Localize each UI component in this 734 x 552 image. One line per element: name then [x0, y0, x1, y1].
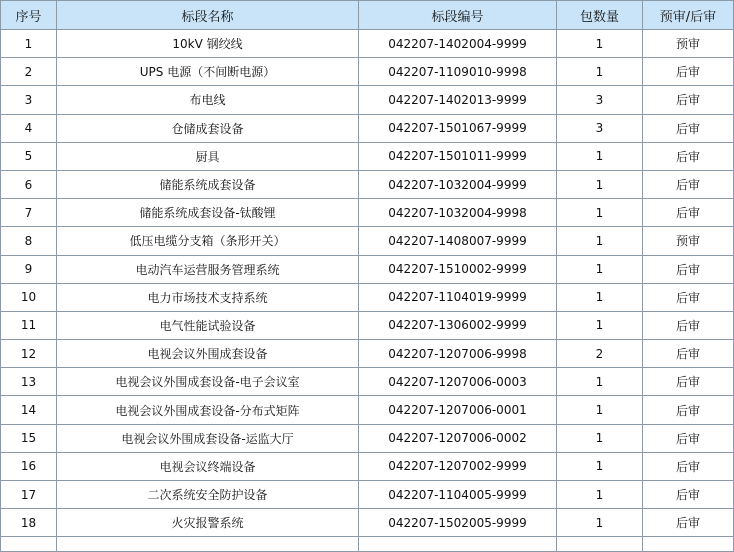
cell-section-code: 042207-1510002-9999 [359, 255, 557, 283]
cell-review-type: 后审 [643, 283, 734, 311]
cell-package-count: 1 [557, 509, 643, 537]
cell-section-name: UPS 电源（不间断电源） [57, 58, 359, 86]
cell-section-name: 二次系统安全防护设备 [57, 481, 359, 509]
header-package-count: 包数量 [557, 1, 643, 30]
cell-section-name: 低压电缆分支箱（条形开关） [57, 227, 359, 255]
cell-review-type: 后审 [643, 142, 734, 170]
cell-review-type: 后审 [643, 311, 734, 339]
cell-index: 13 [1, 368, 57, 396]
table-row [1, 452, 734, 480]
table-row [1, 396, 734, 424]
cell-index: 5 [1, 142, 57, 170]
cell-section-code: 042207-1109010-9998 [359, 58, 557, 86]
table-row [1, 255, 734, 283]
cell-section-code: 042207-1207002-9999 [359, 452, 557, 480]
table-row [1, 509, 734, 537]
cell-section-code: 042207-1501011-9999 [359, 142, 557, 170]
table-row [1, 368, 734, 396]
cell-section-code: 042207-1207006-0003 [359, 368, 557, 396]
cell-section-name: 储能系统成套设备-钛酸锂 [57, 199, 359, 227]
cell-section-name: 电力市场技术支持系统 [57, 283, 359, 311]
cell-section-code: 042207-1207006-9998 [359, 340, 557, 368]
cell-section-name: 电视会议外围成套设备-电子会议室 [57, 368, 359, 396]
cell-package-count: 1 [557, 452, 643, 480]
cell-index: 15 [1, 424, 57, 452]
cell-section-code: 042207-1207006-0002 [359, 424, 557, 452]
cell-section-name: 电动汽车运营服务管理系统 [57, 255, 359, 283]
cell-package-count: 1 [557, 368, 643, 396]
cell-package-count: 1 [557, 283, 643, 311]
header-row [1, 1, 734, 30]
cell-review-type: 后审 [643, 114, 734, 142]
cell-section-code: 042207-1032004-9999 [359, 170, 557, 198]
header-section-code: 标段编号 [359, 1, 557, 30]
header-review-type: 预审/后审 [643, 1, 734, 30]
cell-review-type: 后审 [643, 368, 734, 396]
cell-index: 9 [1, 255, 57, 283]
table-row [1, 311, 734, 339]
cell-package-count: 1 [557, 170, 643, 198]
cell-review-type: 后审 [643, 255, 734, 283]
table-row-partial [1, 537, 734, 552]
cell-review-type: 后审 [643, 481, 734, 509]
cell-index: 10 [1, 283, 57, 311]
cell-section-name: 电视会议终端设备 [57, 452, 359, 480]
cell-section-name: 电视会议外围成套设备-分布式矩阵 [57, 396, 359, 424]
header-index: 序号 [1, 1, 57, 30]
cell-package-count: 1 [557, 199, 643, 227]
table-row [1, 481, 734, 509]
cell-review-type: 后审 [643, 170, 734, 198]
cell-index: 18 [1, 509, 57, 537]
cell-index: 1 [1, 30, 57, 58]
cell-index: 7 [1, 199, 57, 227]
cell-package-count: 1 [557, 30, 643, 58]
cell-section-code: 042207-1408007-9999 [359, 227, 557, 255]
cell-package-count: 1 [557, 227, 643, 255]
table-row [1, 114, 734, 142]
table-row [1, 86, 734, 114]
cell-section-name: 电气性能试验设备 [57, 311, 359, 339]
cell-section-name: 10kV 钢绞线 [57, 30, 359, 58]
cell-index: 6 [1, 170, 57, 198]
cell-section-code: 042207-1104005-9999 [359, 481, 557, 509]
cell-section-name: 电视会议外围成套设备 [57, 340, 359, 368]
table-row [1, 142, 734, 170]
cell-section-name: 火灾报警系统 [57, 509, 359, 537]
table-row [1, 30, 734, 58]
cell-package-count: 2 [557, 340, 643, 368]
table-row [1, 170, 734, 198]
table-row [1, 283, 734, 311]
header-section-name: 标段名称 [57, 1, 359, 30]
cell-review-type: 后审 [643, 86, 734, 114]
table-row [1, 58, 734, 86]
cell-package-count: 1 [557, 311, 643, 339]
cell-package-count: 1 [557, 396, 643, 424]
cell-section-name: 电视会议外围成套设备-运监大厅 [57, 424, 359, 452]
cell-section-code: 042207-1502005-9999 [359, 509, 557, 537]
cell-review-type: 后审 [643, 424, 734, 452]
cell-section-code: 042207-1104019-9999 [359, 283, 557, 311]
cell-section-code: 042207-1032004-9998 [359, 199, 557, 227]
cell-package-count: 3 [557, 86, 643, 114]
cell-index: 2 [1, 58, 57, 86]
cell-index: 12 [1, 340, 57, 368]
cell-review-type: 预审 [643, 227, 734, 255]
cell-review-type: 后审 [643, 452, 734, 480]
cell-review-type: 后审 [643, 340, 734, 368]
cell-index: 8 [1, 227, 57, 255]
cell-review-type: 预审 [643, 30, 734, 58]
cell-section-code: 042207-1501067-9999 [359, 114, 557, 142]
cell-section-code: 042207-1402004-9999 [359, 30, 557, 58]
cell-package-count: 1 [557, 142, 643, 170]
cell-section-name: 布电线 [57, 86, 359, 114]
table-row [1, 227, 734, 255]
cell-index: 16 [1, 452, 57, 480]
cell-package-count: 1 [557, 58, 643, 86]
cell-package-count: 3 [557, 114, 643, 142]
cell-section-code: 042207-1207006-0001 [359, 396, 557, 424]
cell-index: 4 [1, 114, 57, 142]
cell-review-type: 后审 [643, 199, 734, 227]
cell-index: 3 [1, 86, 57, 114]
cell-section-name: 仓储成套设备 [57, 114, 359, 142]
cell-package-count: 1 [557, 481, 643, 509]
cell-section-name: 储能系统成套设备 [57, 170, 359, 198]
cell-index: 17 [1, 481, 57, 509]
table-row [1, 199, 734, 227]
cell-review-type: 后审 [643, 509, 734, 537]
cell-index: 14 [1, 396, 57, 424]
table-row [1, 424, 734, 452]
cell-package-count: 1 [557, 424, 643, 452]
cell-section-name: 厨具 [57, 142, 359, 170]
cell-section-code: 042207-1402013-9999 [359, 86, 557, 114]
cell-index: 11 [1, 311, 57, 339]
cell-package-count: 1 [557, 255, 643, 283]
table-row [1, 340, 734, 368]
cell-section-code: 042207-1306002-9999 [359, 311, 557, 339]
cell-review-type: 后审 [643, 396, 734, 424]
cell-review-type: 后审 [643, 58, 734, 86]
